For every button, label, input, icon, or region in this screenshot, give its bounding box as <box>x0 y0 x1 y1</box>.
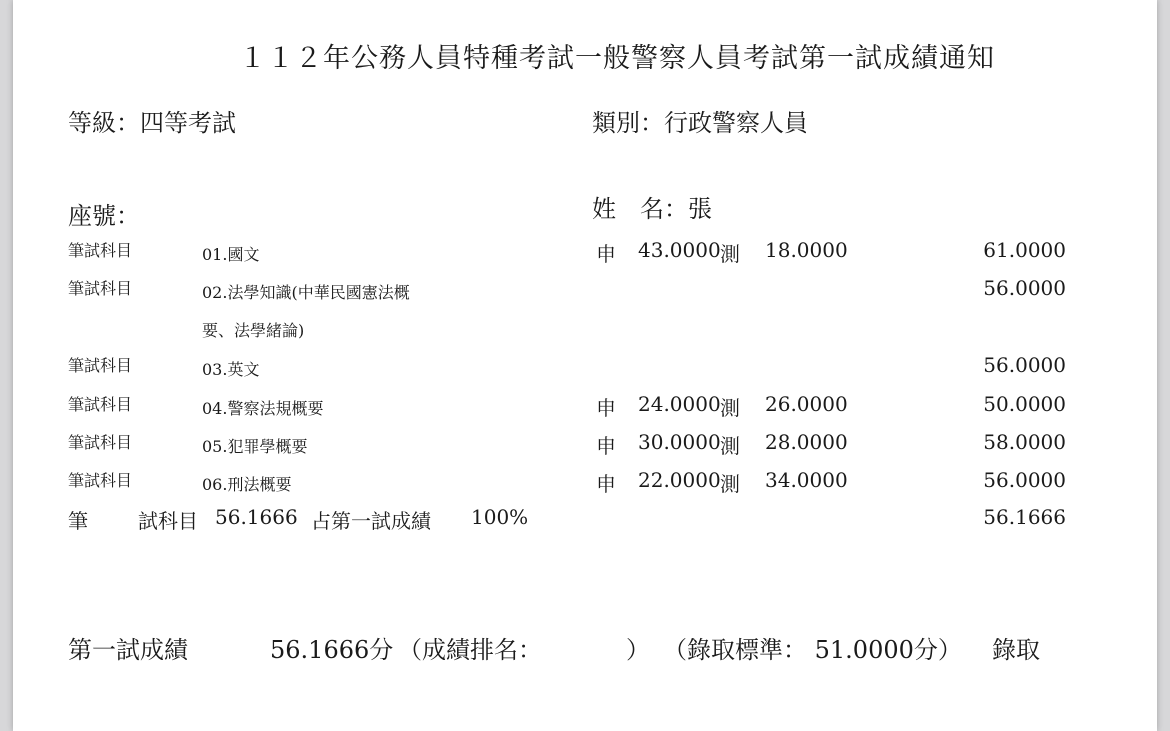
ce-score: 18.0000 <box>765 238 848 262</box>
subject-name: 06.刑法概要 <box>202 475 292 494</box>
subject-total: 61.0000 <box>983 238 1066 262</box>
summary-char: 筆 <box>68 509 88 533</box>
shen-score: 30.0000 <box>638 430 721 454</box>
ce-mark: 測 <box>720 242 740 266</box>
subject-total: 56.0000 <box>983 468 1066 492</box>
ce-score: 28.0000 <box>765 430 848 454</box>
summary-total: 56.1666 <box>983 505 1066 529</box>
score-notice-page <box>13 0 1157 731</box>
ce-mark: 測 <box>720 472 740 496</box>
final-rank: （成績排名： ） <box>398 636 650 664</box>
subject-total: 56.0000 <box>983 353 1066 377</box>
subject-label: 筆試科目 <box>68 279 133 298</box>
subject-label: 筆試科目 <box>68 433 133 452</box>
subject-total: 58.0000 <box>983 430 1066 454</box>
summary-percentage: 100% <box>471 505 529 529</box>
summary-description: 占第一試成績 <box>311 509 431 533</box>
subject-name: 03.英文 <box>202 360 260 379</box>
shen-score: 22.0000 <box>638 468 721 492</box>
summary-subjects: 試科目 <box>138 509 198 533</box>
shen-mark: 申 <box>596 242 616 266</box>
subject-name: 05.犯罪學概要 <box>202 437 308 456</box>
subject-name: 04.警察法規概要 <box>202 399 324 418</box>
shen-mark: 申 <box>596 434 616 458</box>
subject-label: 筆試科目 <box>68 471 133 490</box>
subject-name: 01.國文 <box>202 245 260 264</box>
admission-result: 錄取 <box>992 636 1040 664</box>
ce-mark: 測 <box>720 396 740 420</box>
shen-score: 43.0000 <box>638 238 721 262</box>
ce-score: 34.0000 <box>765 468 848 492</box>
subject-name-continued: 要、法學緒論) <box>202 321 305 340</box>
shen-mark: 申 <box>596 396 616 420</box>
summary-average: 56.1666 <box>215 505 298 529</box>
ce-mark: 測 <box>720 434 740 458</box>
notice-title: １１２年公務人員特種考試一般警察人員考試第一試成績通知 <box>239 43 995 74</box>
admission-standard: （錄取標準： 51.0000分） <box>663 636 962 664</box>
subject-name: 02.法學知識(中華民國憲法概 <box>202 283 410 302</box>
exam-grade: 等級：四等考試 <box>68 109 236 137</box>
final-score: 56.1666分 <box>270 636 394 664</box>
subject-label: 筆試科目 <box>68 241 133 260</box>
seat-number: 座號： <box>68 202 140 230</box>
shen-mark: 申 <box>596 472 616 496</box>
final-score-label: 第一試成績 <box>68 636 188 664</box>
candidate-name: 姓 名：張 <box>592 195 712 223</box>
ce-score: 26.0000 <box>765 392 848 416</box>
subject-label: 筆試科目 <box>68 395 133 414</box>
subject-total: 50.0000 <box>983 392 1066 416</box>
subject-total: 56.0000 <box>983 276 1066 300</box>
shen-score: 24.0000 <box>638 392 721 416</box>
subject-label: 筆試科目 <box>68 356 133 375</box>
exam-category: 類別：行政警察人員 <box>592 109 808 137</box>
